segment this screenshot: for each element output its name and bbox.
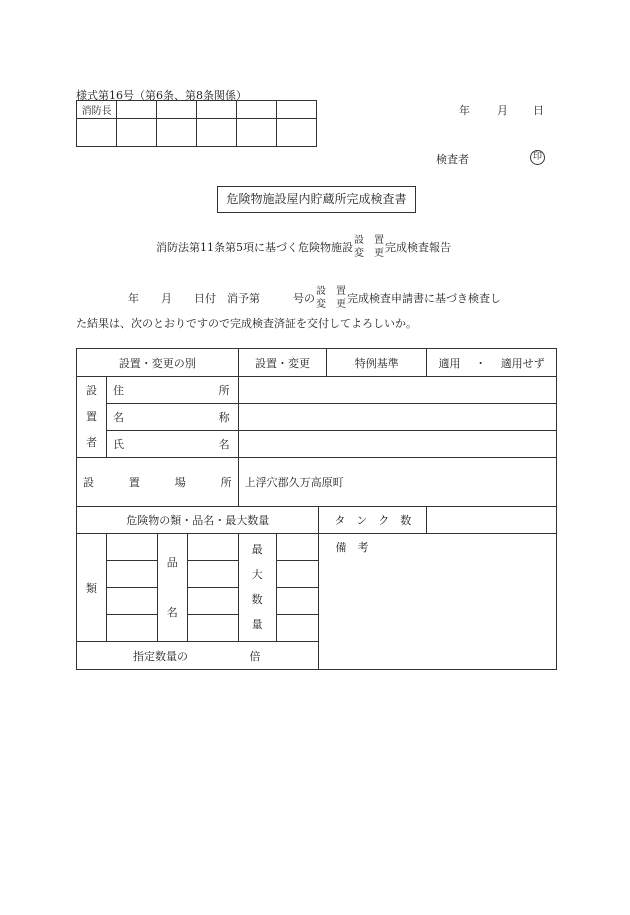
item-label: 品 名 [157,534,187,642]
approval-cell[interactable] [157,101,197,119]
address-label: 住 所 [106,377,238,404]
chief-label: 消防長 [77,101,117,119]
max-quantity-cell[interactable] [276,561,319,588]
installer-label: 設 置 者 [77,377,107,458]
address-value[interactable] [238,377,556,404]
person-value[interactable] [238,431,556,458]
subtitle-options: 設 置 変 更 [354,235,384,259]
remarks[interactable]: 備 考 [319,534,557,670]
approval-cell[interactable] [197,119,237,147]
specified-label: 指定数量の [133,649,188,663]
date-month: 月 [497,104,508,117]
option-separator: ・ [475,356,487,370]
option-applicable[interactable]: 適用 [438,356,461,370]
form-number: 様式第16号（第6条、第8条関係） [76,89,247,102]
approval-cell[interactable] [277,119,317,147]
body-line-2: た結果は、次のとおりですので完成検査済証を交付してよろしいか。 [76,317,417,330]
class-cell[interactable] [106,534,157,561]
inspector-label: 検査者 [436,153,469,166]
approval-grid [76,100,317,147]
subtitle-suffix: 完成検査報告 [385,241,451,254]
body-seg2: 完成検査申請書に基づき検査し [347,292,501,305]
approval-cell[interactable] [277,101,317,119]
item-cell[interactable] [187,561,238,588]
body-line-1 [128,283,501,313]
body-options: 設 置 変 更 [316,286,346,310]
inspection-table [76,348,557,670]
type-value[interactable]: 設置・変更 [238,349,327,377]
class-cell[interactable] [106,588,157,615]
special-label: 特例基準 [327,349,427,377]
name-value[interactable] [238,404,556,431]
body-seg1: 年 月 日付 消予第 号の [128,292,315,305]
item-cell[interactable] [187,615,238,642]
approval-cell[interactable] [237,119,277,147]
report-subtitle [156,232,451,262]
location-label: 設 置 場 所 [77,458,239,507]
approval-cell[interactable] [157,119,197,147]
subtitle-prefix: 消防法第11条第5項に基づく危険物施設 [156,241,353,254]
special-options[interactable] [427,349,557,377]
location-value[interactable]: 上浮穴郡久万高原町 [238,458,556,507]
class-cell[interactable] [106,561,157,588]
approval-cell[interactable] [237,101,277,119]
approval-cell[interactable] [197,101,237,119]
hazard-header: 危険物の類・品名・最大数量 [77,507,319,534]
max-quantity-cell[interactable] [276,534,319,561]
person-label: 氏 名 [106,431,238,458]
max-quantity-cell[interactable] [276,615,319,642]
specified-quantity-row[interactable] [77,642,319,670]
max-quantity-label: 最 大 数 量 [238,534,276,642]
max-quantity-cell[interactable] [276,588,319,615]
seal-icon: 印 [530,149,545,165]
approval-cell[interactable] [77,119,117,147]
option-not-applicable[interactable]: 適用せず [500,356,545,370]
name-label: 名 称 [106,404,238,431]
item-cell[interactable] [187,588,238,615]
approval-cell[interactable] [117,101,157,119]
class-cell[interactable] [106,615,157,642]
tank-label: タ ン ク 数 [319,507,427,534]
date-day: 日 [533,104,544,117]
type-label: 設置・変更の別 [77,349,239,377]
item-cell[interactable] [187,534,238,561]
multiplier-unit: 倍 [249,649,261,663]
document-title: 危険物施設屋内貯蔵所完成検査書 [217,186,416,213]
approval-cell[interactable] [117,119,157,147]
tank-value[interactable] [427,507,557,534]
class-label: 類 [77,534,107,642]
date-year: 年 [459,104,470,117]
